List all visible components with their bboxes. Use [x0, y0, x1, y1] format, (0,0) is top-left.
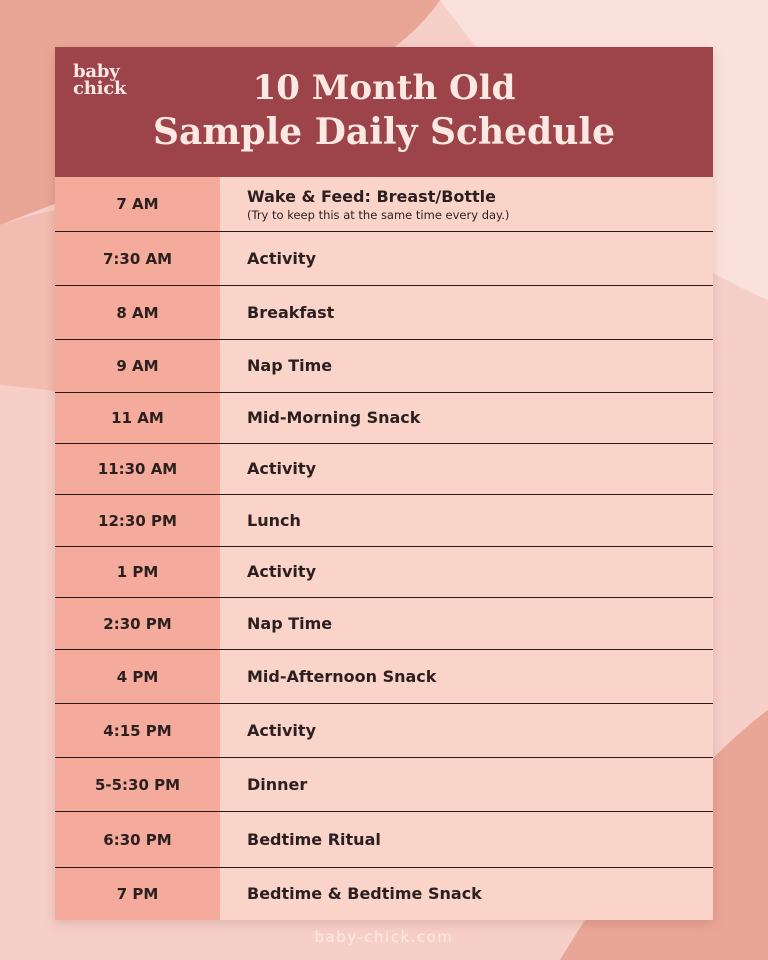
schedule-row — [55, 393, 713, 444]
schedule-activity: Activity — [247, 720, 316, 740]
schedule-card — [55, 47, 713, 919]
schedule-activity: Lunch — [247, 510, 301, 530]
schedule-activity-cell — [220, 704, 713, 757]
schedule-activity-cell — [220, 286, 713, 339]
schedule-time: 4:15 PM — [55, 704, 220, 757]
schedule-row — [55, 868, 713, 920]
schedule-activity-cell — [220, 177, 713, 231]
schedule-time: 8 AM — [55, 286, 220, 339]
schedule-row — [55, 758, 713, 812]
schedule-activity-cell — [220, 868, 713, 920]
schedule-activity: Activity — [247, 459, 316, 478]
schedule-activity-cell — [220, 758, 713, 811]
schedule-activity: Wake & Feed: Breast/Bottle — [247, 186, 497, 206]
schedule-activity-cell — [220, 232, 713, 285]
schedule-activity-cell — [220, 495, 713, 546]
schedule-time: 11 AM — [55, 393, 220, 443]
schedule-time: 5-5:30 PM — [55, 758, 220, 811]
schedule-time: 7 PM — [55, 868, 220, 920]
schedule-time: 7 AM — [55, 177, 220, 231]
schedule-activity-cell — [220, 598, 713, 649]
schedule-activity-cell — [220, 444, 713, 494]
schedule-activity: Activity — [247, 248, 316, 268]
schedule-time: 6:30 PM — [55, 812, 220, 867]
schedule-time: 12:30 PM — [55, 495, 220, 546]
schedule-row — [55, 812, 713, 868]
schedule-time: 9 AM — [55, 340, 220, 392]
schedule-row — [55, 650, 713, 704]
schedule-activity: Mid-Afternoon Snack — [247, 666, 437, 686]
schedule-activity: Activity — [247, 562, 316, 581]
schedule-table — [55, 177, 713, 919]
schedule-time: 11:30 AM — [55, 444, 220, 494]
schedule-row — [55, 286, 713, 340]
schedule-activity-cell — [220, 393, 713, 443]
schedule-activity-cell — [220, 812, 713, 867]
schedule-row — [55, 495, 713, 547]
schedule-time: 2:30 PM — [55, 598, 220, 649]
schedule-note: (Try to keep this at the same time every day.) — [247, 207, 510, 222]
schedule-activity: Breakfast — [247, 302, 335, 322]
header-banner — [55, 47, 713, 177]
schedule-activity-cell — [220, 650, 713, 703]
schedule-row — [55, 177, 713, 232]
schedule-activity: Bedtime Ritual — [247, 829, 381, 849]
schedule-row — [55, 598, 713, 650]
logo-line-1: baby — [73, 61, 120, 82]
schedule-time: 4 PM — [55, 650, 220, 703]
title-line-1: 10 Month Old — [252, 68, 516, 108]
title-line-2: Sample Daily Schedule — [153, 111, 615, 153]
schedule-time: 1 PM — [55, 547, 220, 597]
schedule-row — [55, 232, 713, 286]
schedule-activity: Mid-Morning Snack — [247, 408, 421, 427]
schedule-row — [55, 704, 713, 758]
page-title — [115, 67, 653, 155]
schedule-activity-cell — [220, 340, 713, 392]
schedule-time: 7:30 AM — [55, 232, 220, 285]
schedule-activity: Dinner — [247, 774, 308, 794]
logo-line-2: chick — [73, 78, 127, 99]
website-url: baby-chick.com — [314, 928, 454, 946]
schedule-row — [55, 444, 713, 495]
schedule-row — [55, 547, 713, 598]
schedule-activity-cell — [220, 547, 713, 597]
schedule-activity: Bedtime & Bedtime Snack — [247, 884, 482, 903]
schedule-activity: Nap Time — [247, 356, 333, 375]
schedule-row — [55, 340, 713, 393]
schedule-activity: Nap Time — [247, 613, 333, 633]
